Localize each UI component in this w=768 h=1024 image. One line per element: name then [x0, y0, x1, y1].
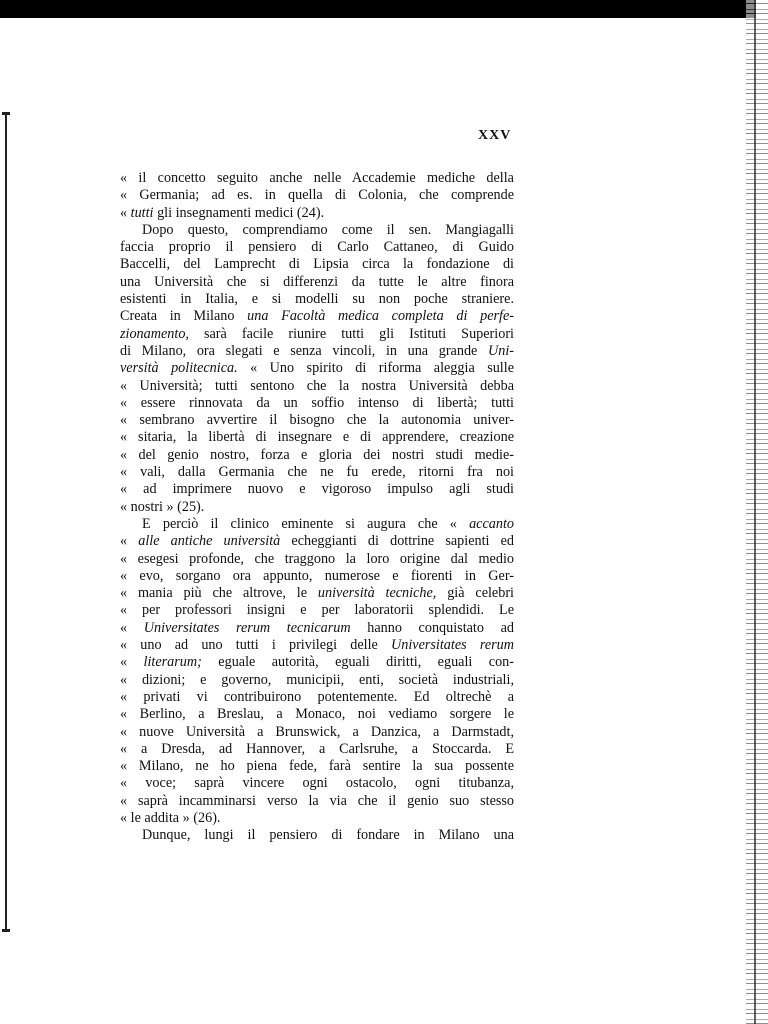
- text-line: [120, 620, 514, 637]
- text-line: [120, 308, 514, 325]
- text-segment: « vali, dalla Germania che ne fu erede, ritorni fra noi: [120, 464, 514, 481]
- italic-text: una Facoltà medica completa di perfe-: [247, 308, 515, 325]
- text-segment: di Milano, ora slegati e senza vincoli, in una grande: [120, 342, 488, 359]
- text-line: [120, 533, 514, 550]
- italic-text: literarum;: [143, 654, 202, 671]
- text-segment: Dopo questo, comprendiamo come il sen. Mangiagalli: [142, 221, 514, 238]
- text-line: [120, 551, 514, 568]
- text-line: [120, 585, 514, 602]
- text-line: [120, 412, 514, 429]
- italic-text: alle antiche università: [138, 533, 281, 550]
- text-segment: sarà facile riunire tutti gli Istituti Superiori: [188, 325, 514, 342]
- text-line: [120, 187, 514, 204]
- text-line: [120, 291, 514, 308]
- text-line: [120, 724, 514, 741]
- text-segment: « privati vi contribuirono potentemente. Ed oltrechè a: [120, 688, 514, 705]
- text-line: [120, 706, 514, 723]
- text-segment: «: [120, 533, 139, 550]
- text-line: [120, 395, 514, 412]
- text-line: [120, 326, 514, 343]
- text-segment: « esegesi profonde, che traggono la loro origine dal medio: [120, 550, 514, 567]
- text-segment: « saprà incamminarsi verso la via che il genio suo stesso: [120, 792, 514, 809]
- text-segment: « mania più che altrove, le: [120, 585, 318, 602]
- text-segment: « per professori insigni e per laboratorii splendidi. Le: [120, 602, 514, 619]
- text-segment: «: [120, 619, 144, 636]
- text-line: [120, 602, 514, 619]
- text-segment: « voce; saprà vincere ogni ostacolo, ogni titubanza,: [120, 775, 514, 792]
- text-segment: « il concetto seguito anche nelle Accademie mediche della: [120, 170, 514, 186]
- text-line: [120, 499, 514, 516]
- text-segment: « del genio nostro, forza e gloria dei nostri studi medie-: [120, 446, 514, 463]
- text-segment: « ad imprimere nuovo e vigoroso impulso agli studi: [120, 481, 514, 498]
- scan-top-border: [0, 0, 756, 18]
- text-line: [120, 481, 514, 498]
- scan-right-rule: [754, 0, 756, 1024]
- text-line: [120, 793, 514, 810]
- text-segment: faccia proprio il pensiero di Carlo Cattaneo, di Guido: [120, 239, 514, 256]
- page-number: XXV: [478, 128, 512, 143]
- text-line: [120, 239, 514, 256]
- text-line: [120, 810, 514, 827]
- text-segment: « Uno spirito di riforma aleggia sulle: [237, 360, 514, 377]
- italic-text: Universitates rerum: [391, 637, 514, 654]
- italic-text: Universitates rerum tecnicarum: [143, 619, 351, 636]
- text-segment: « Germania; ad es. in quella di Colonia, che comprende: [120, 187, 514, 204]
- text-line: [120, 205, 514, 222]
- text-line: [120, 447, 514, 464]
- scan-right-edge: [746, 0, 768, 1024]
- text-segment: « uno ad uno tutti i privilegi delle: [120, 637, 391, 654]
- text-segment: « essere rinnovata da un soffio intenso di libertà; tutti: [120, 394, 514, 411]
- text-segment: echeggianti di dottrine sapienti ed: [280, 533, 515, 550]
- italic-text: università tecniche,: [317, 585, 437, 602]
- text-line: [120, 274, 514, 291]
- text-line: [120, 689, 514, 706]
- text-segment: « Università; tutti sentono che la nostra Università debba: [120, 377, 514, 394]
- text-line: [120, 672, 514, 689]
- text-segment: « Berlino, a Breslau, a Monaco, noi vediamo sorgere le: [120, 706, 514, 723]
- text-segment: « nuove Università a Brunswick, a Danzica, a Darmstadt,: [120, 723, 514, 740]
- text-segment: esistenti in Italia, e si modelli su non poche straniere.: [120, 291, 514, 308]
- text-segment: E perciò il clinico eminente si augura che «: [142, 515, 470, 532]
- italic-text: Uni-: [487, 342, 514, 359]
- scan-left-rule: [5, 112, 7, 932]
- text-segment: «: [120, 654, 144, 671]
- text-segment: Dunque, lungi il pensiero di fondare in Milano una: [142, 827, 514, 844]
- text-segment: già celebri: [436, 585, 514, 602]
- text-segment: « le addita » (26).: [120, 809, 221, 826]
- text-line: [120, 464, 514, 481]
- italic-text: versità politecnica.: [120, 360, 238, 377]
- italic-text: tutti: [130, 204, 154, 221]
- text-line: [120, 429, 514, 446]
- text-line: [120, 827, 514, 844]
- text-line: [120, 758, 514, 775]
- italic-text: accanto: [469, 515, 514, 532]
- text-line: [120, 741, 514, 758]
- text-segment: «: [120, 204, 131, 221]
- text-line: [120, 775, 514, 792]
- text-segment: una Università che si differenzi da tutte le altre finora: [120, 273, 514, 290]
- text-line: [120, 222, 514, 239]
- text-segment: hanno conquistato ad: [350, 619, 514, 636]
- body-text: [120, 170, 514, 845]
- text-line: [120, 516, 514, 533]
- text-segment: « nostri » (25).: [120, 498, 205, 515]
- text-segment: Creata in Milano: [120, 308, 248, 325]
- text-segment: « sembrano avvertire il bisogno che la autonomia univer-: [120, 412, 514, 429]
- text-segment: « sitaria, la libertà di insegnare e di apprendere, creazione: [120, 429, 514, 446]
- text-line: [120, 343, 514, 360]
- italic-text: zionamento,: [120, 325, 189, 342]
- text-line: [120, 378, 514, 395]
- text-segment: « a Dresda, ad Hannover, a Carlsruhe, a Stoccarda. E: [120, 740, 514, 757]
- text-line: [120, 637, 514, 654]
- text-segment: « Milano, ne ho piena fede, farà sentire la sua possente: [120, 758, 514, 775]
- text-line: [120, 360, 514, 377]
- text-segment: gli insegnamenti medici (24).: [153, 204, 325, 221]
- text-line: [120, 654, 514, 671]
- text-segment: Baccelli, del Lamprecht di Lipsia circa la fondazione di: [120, 256, 514, 273]
- text-segment: eguale autorità, eguali diritti, eguali con-: [201, 654, 514, 671]
- text-segment: « evo, sorgano ora appunto, numerose e fiorenti in Ger-: [120, 567, 514, 584]
- text-line: [120, 568, 514, 585]
- text-line: [120, 256, 514, 273]
- text-segment: « dizioni; e governo, municipii, enti, società industriali,: [120, 671, 514, 688]
- text-line: [120, 170, 514, 187]
